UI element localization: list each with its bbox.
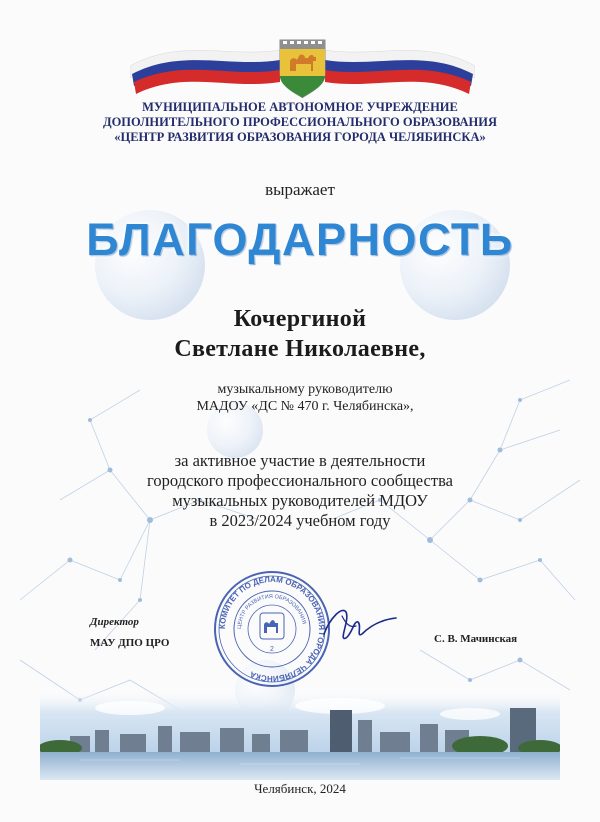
reason-line-2: городского профессионального сообщества xyxy=(147,471,453,490)
place-and-year: Челябинск, 2024 xyxy=(254,781,346,796)
stamp-emblem-icon xyxy=(260,613,284,639)
expresses-text: выражает xyxy=(265,180,335,199)
position-line-2: МАДОУ «ДС № 470 г. Челябинска», xyxy=(196,399,414,414)
official-stamp xyxy=(212,569,332,689)
reason-line-1: за активное участие в деятельности xyxy=(174,451,426,470)
recipient-position xyxy=(140,381,470,415)
position-line-1: музыкальному руководителю xyxy=(217,382,393,397)
stamp-number: 2 xyxy=(270,646,274,653)
director-organization: МАУ ДПО ЦРО xyxy=(90,637,170,649)
reason-line-3: музыкальных руководителей МДОУ xyxy=(172,491,428,510)
organization-line-2: ДОПОЛНИТЕЛЬНОГО ПРОФЕССИОНАЛЬНОГО ОБРАЗОВАНИЯ xyxy=(102,115,498,129)
director-role: Директор xyxy=(90,616,139,628)
signatory-name: С. В. Мачинская xyxy=(434,633,518,645)
director-block xyxy=(90,612,169,654)
stamp-outer-text: КОМИТЕТ ПО ДЕЛАМ ОБРАЗОВАНИЯ ГОРОДА ЧЕЛЯБИНСКА xyxy=(217,574,327,684)
recipient-name xyxy=(0,304,600,364)
shield-icon xyxy=(280,40,325,98)
city-panorama-image xyxy=(40,690,560,780)
director-signature xyxy=(320,598,400,648)
certificate-title: БЛАГОДАРНОСТЬ xyxy=(86,214,514,265)
organization-line-3: «ЦЕНТР РАЗВИТИЯ ОБРАЗОВАНИЯ ГОРОДА ЧЕЛЯБИНСКА» xyxy=(114,130,486,144)
recipient-surname: Кочергиной xyxy=(233,306,367,332)
reason-line-4: в 2023/2024 учебном году xyxy=(209,511,391,530)
coat-of-arms-with-flag xyxy=(130,30,475,100)
recipient-given-names: Светлане Николаевне, xyxy=(174,336,426,362)
stamp-inner-text: ЦЕНТР РАЗВИТИЯ ОБРАЗОВАНИЯ xyxy=(236,593,307,630)
award-reason xyxy=(0,451,600,531)
organization-header xyxy=(0,100,600,145)
organization-line-1: МУНИЦИПАЛЬНОЕ АВТОНОМНОЕ УЧРЕЖДЕНИЕ xyxy=(142,100,458,114)
